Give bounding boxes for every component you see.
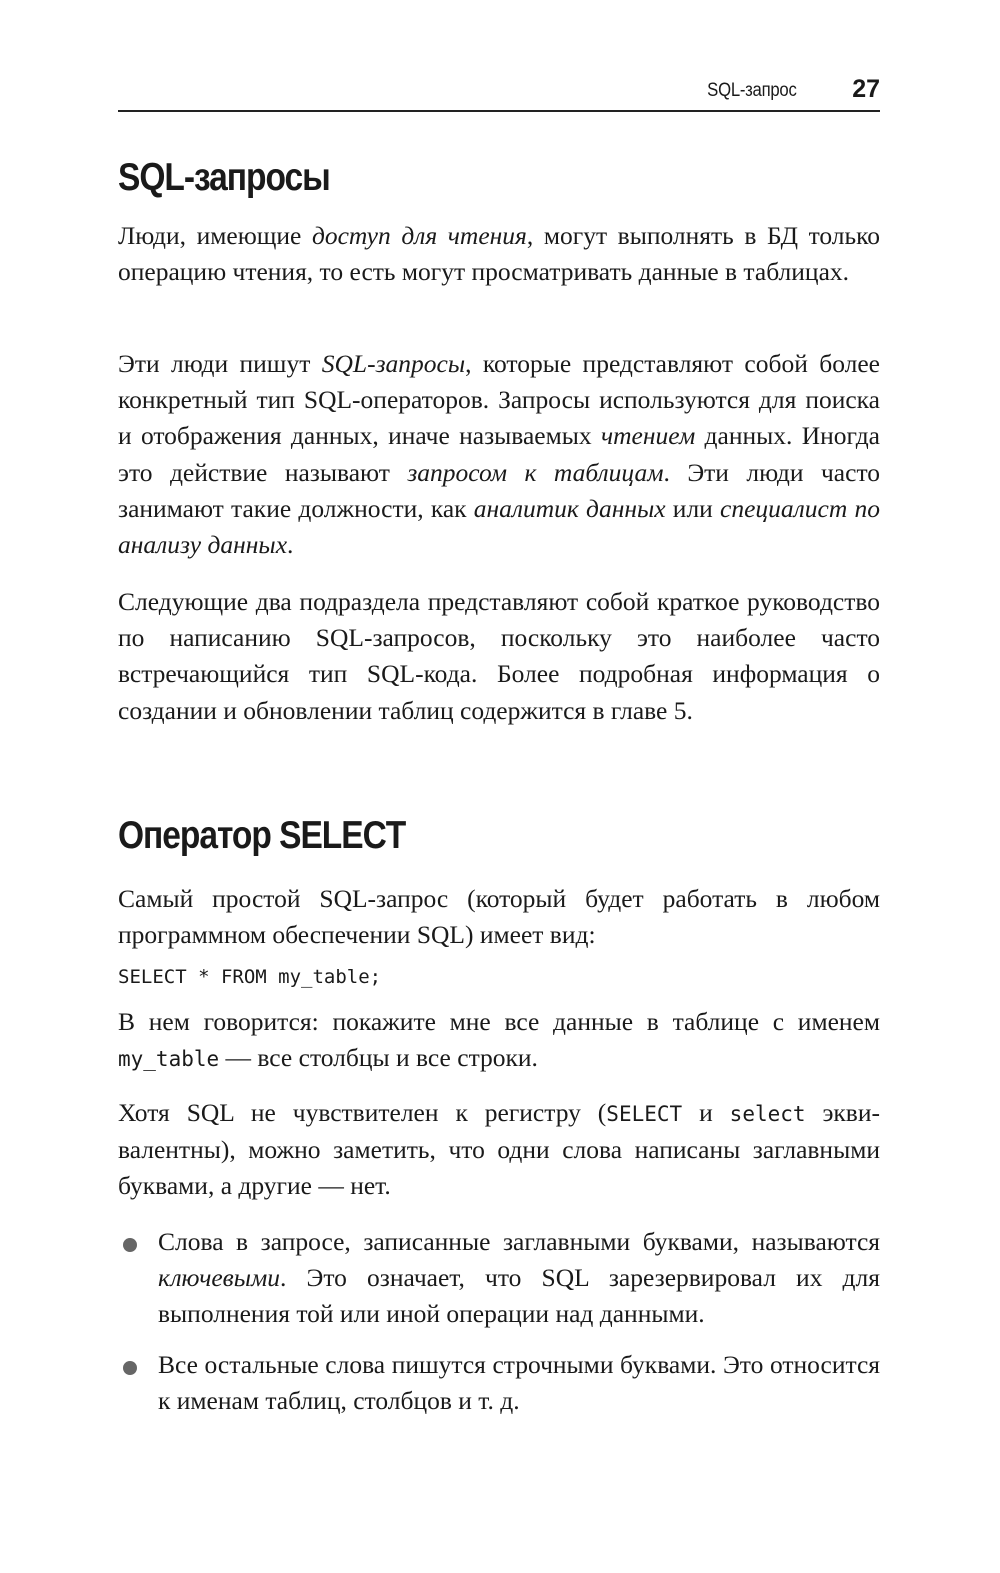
paragraph-text: Эти люди пишут SQL-запросы, которые представляют собой более конкретный тип SQL-операторов. Запросы используются для поиска и отображения данных, иначе называемых чтением данных. Иногда это действие называют запросом к таблицам. Эти люди часто занимают такие должности, как аналитик данных или специалист по анализу данных. [118, 349, 880, 560]
paragraph-subsections [118, 584, 880, 729]
page-number: 27 [852, 75, 880, 103]
paragraph-case-insensitive [118, 1095, 880, 1205]
section-title-select-operator: Оператор SELECT [118, 814, 406, 857]
bullet-list [118, 1224, 880, 1419]
paragraph-sql-queries [118, 346, 880, 563]
inline-code-table-name: my_table [118, 1047, 220, 1072]
section-title-sql-queries: SQL-запросы [118, 156, 330, 199]
code-example [118, 962, 880, 992]
paragraph-read-access [118, 218, 880, 290]
paragraph-text: Самый простой SQL-запрос (который будет работать в любом программном обеспечении SQL) имеет вид: [118, 884, 880, 950]
paragraph-simplest-query [118, 881, 880, 953]
running-title: SQL-запрос [706, 80, 797, 101]
paragraph-text: Люди, имеющие доступ для чтения, могут выполнять в БД только операцию чтения, то есть могут просматривать данные в таблицах. [118, 221, 880, 287]
list-item-text: Все остальные слова пишутся строчными буквами. Это относится к именам таблиц, столбцов и т. д. [158, 1349, 880, 1415]
paragraph-text: Следующие два подраздела представляют собой краткое руководство по написанию SQL-запросов, поскольку это наиболее часто встречающийся тип SQL-кода. Более подробная информация о создании и обновлении таблиц содержится в главе 5. [118, 587, 880, 725]
running-header [118, 66, 880, 112]
list-item [118, 1224, 880, 1333]
paragraph-text: Хотя SQL не чувствителен к регистру (SELECT и select эквивалентны), можно заметить, что одни слова написаны заглавными буквами, а другие — нет. [118, 1098, 880, 1201]
inline-code-select-upper: SELECT [606, 1102, 683, 1126]
bullet-dot-icon [123, 1361, 137, 1375]
inline-code-select-lower: select [729, 1102, 806, 1126]
list-item [118, 1347, 880, 1419]
paragraph-explanation [118, 1004, 880, 1077]
code-line: SELECT * FROM my_table; [118, 966, 382, 988]
bullet-dot-icon [123, 1238, 137, 1252]
list-item-text: Слова в запросе, записанные заглавными буквами, называются ключевыми. Это означает, что SQL зарезервировал их для выполнения той или иной операции над данными. [158, 1227, 880, 1329]
paragraph-text: В нем говорится: покажите мне все данные в таблице с именем my_table — все столбцы и все строки. [118, 1007, 880, 1073]
